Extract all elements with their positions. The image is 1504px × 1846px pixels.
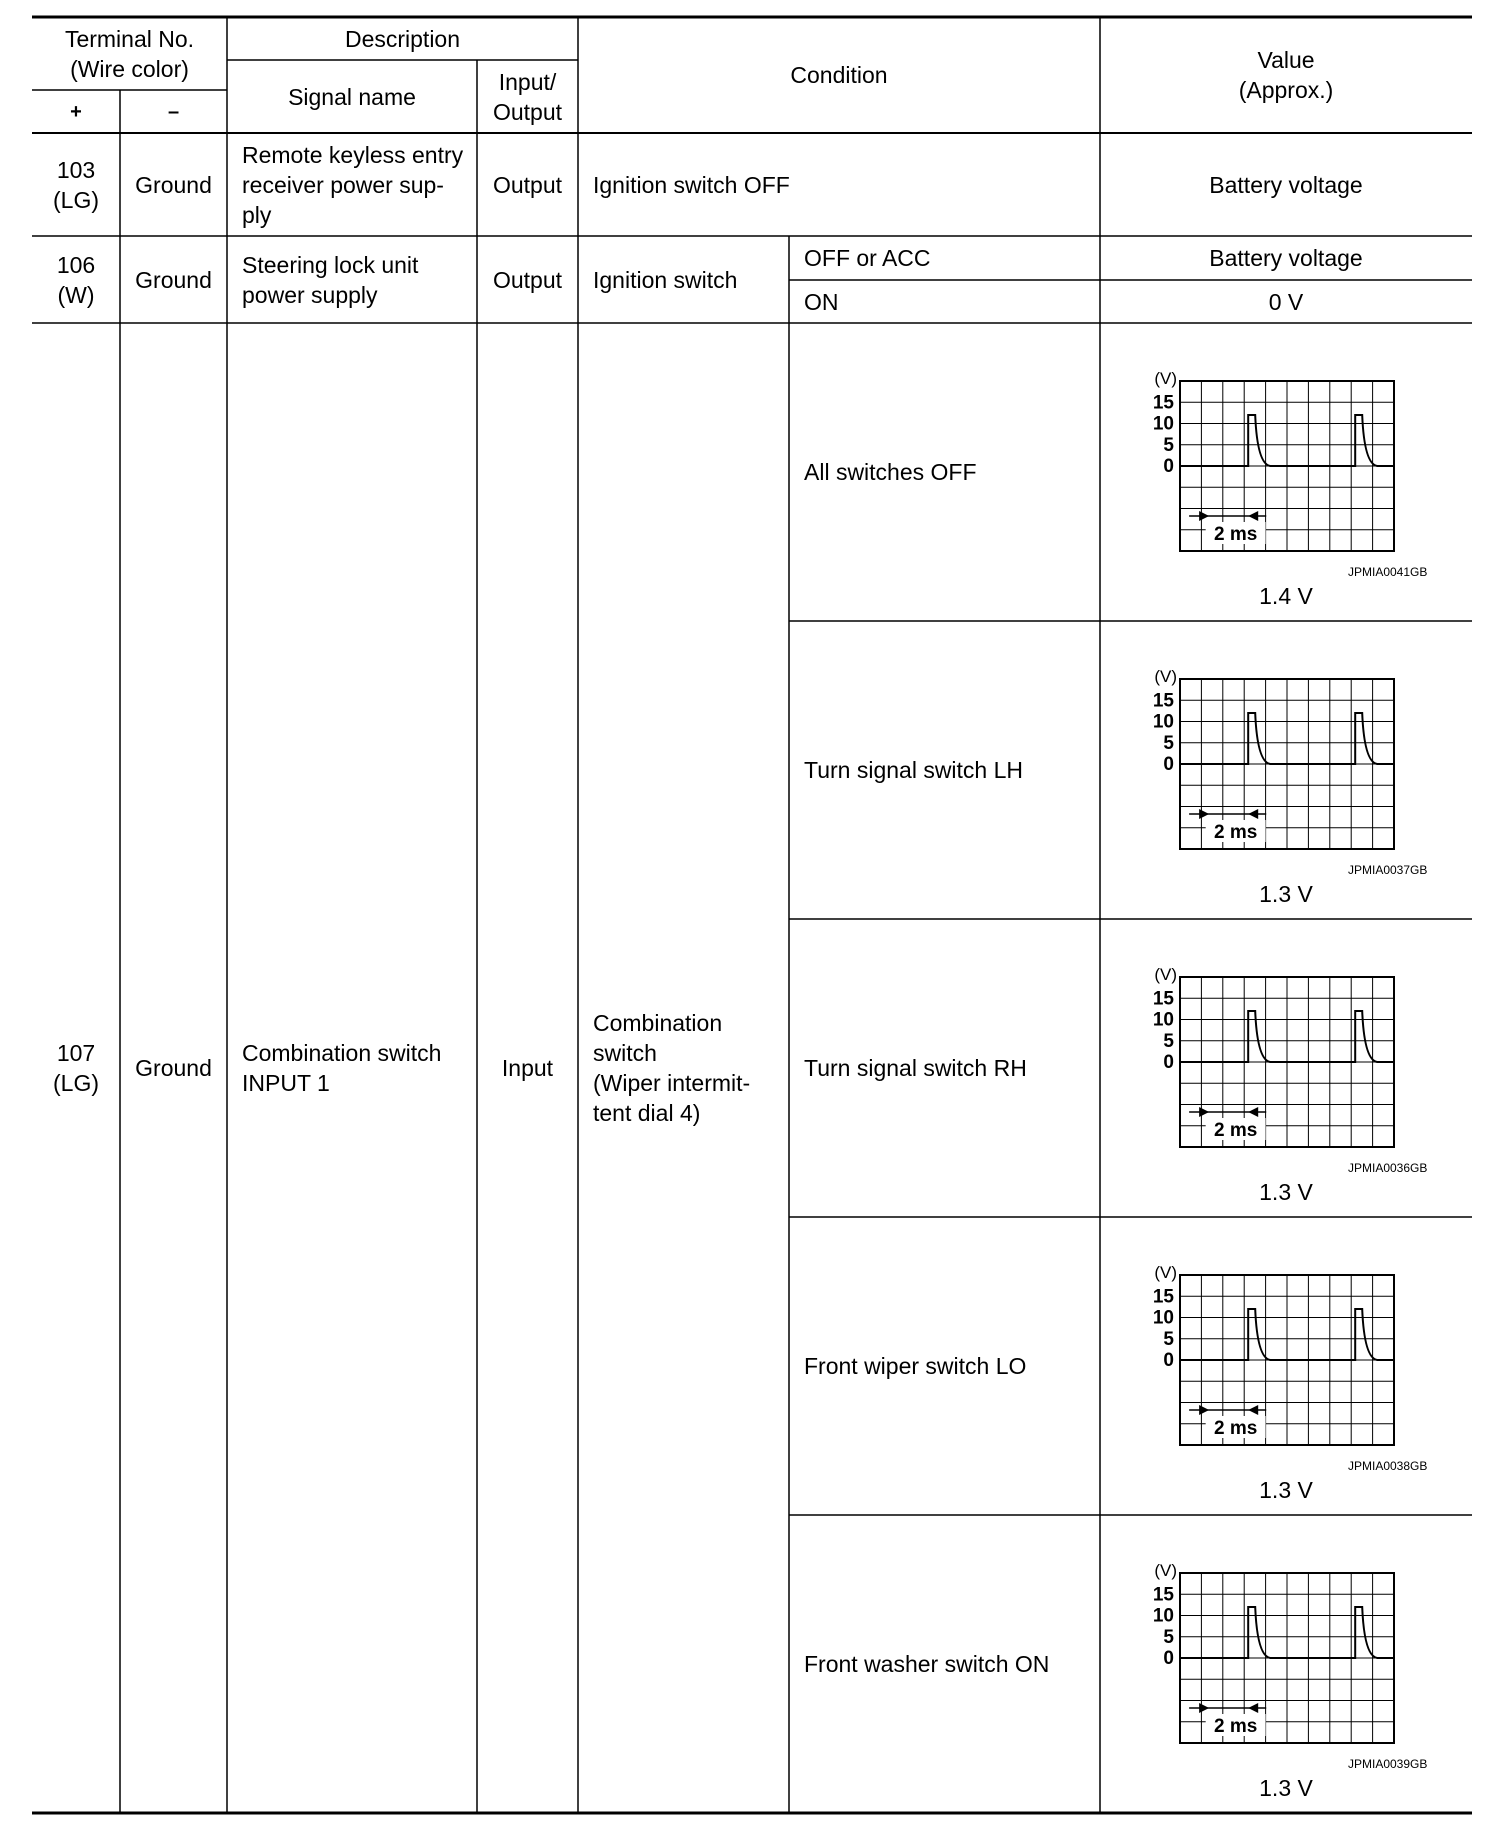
y-tick-label: 0 (1163, 1350, 1174, 1371)
time-scale-label: 2 ms (1213, 1418, 1258, 1439)
y-tick-label: 15 (1152, 690, 1174, 712)
time-marker-arrow (1248, 511, 1258, 521)
y-tick-label: 0 (1163, 754, 1174, 775)
y-unit-label: (V) (1154, 369, 1177, 388)
io-107: Input (501, 1055, 554, 1081)
io-106: Output (492, 266, 563, 293)
header-value: Value (Approx.) (1238, 47, 1334, 103)
subcondition-106-off-acc: OFF or ACC (804, 245, 931, 271)
subcondition-turn-signal-rh: Turn signal switch RH (804, 1055, 1027, 1081)
terminal-106: 106 (W) (56, 251, 96, 308)
time-marker-arrow (1248, 809, 1258, 819)
value-103: Battery voltage (1209, 171, 1363, 198)
subcondition-106-on: ON (804, 288, 839, 315)
value-front-wiper-lo: 1.3 V (1259, 1477, 1313, 1503)
subcondition-all-switches-off: All switches OFF (804, 459, 977, 485)
figure-id: JPMIA0037GB (1348, 863, 1428, 877)
y-tick-label: 10 (1152, 413, 1174, 435)
terminal-103: 103 (LG) (53, 156, 99, 213)
time-marker-arrow (1199, 1703, 1209, 1713)
y-unit-label: (V) (1154, 667, 1177, 686)
header-plus: + (70, 100, 82, 123)
y-tick-label: 15 (1152, 988, 1174, 1010)
time-marker-arrow (1199, 1405, 1209, 1415)
y-tick-label: 5 (1163, 1030, 1174, 1052)
waveform-plot (1153, 1263, 1394, 1445)
condition-107: Combination switch (Wiper intermit- tent dial 4) (593, 1010, 751, 1126)
header-condition: Condition (790, 62, 888, 88)
subcondition-turn-signal-lh: Turn signal switch LH (804, 757, 1024, 783)
y-tick-label: 0 (1163, 456, 1174, 477)
y-tick-label: 15 (1152, 1584, 1174, 1606)
ground-106: Ground (135, 266, 212, 293)
value-front-washer-on: 1.3 V (1259, 1775, 1313, 1801)
y-tick-label: 15 (1152, 392, 1174, 414)
time-scale-label: 2 ms (1213, 1716, 1258, 1737)
waveform-plot (1153, 1561, 1394, 1743)
header-terminal-no: Terminal No. (Wire color) (64, 25, 195, 82)
y-tick-label: 0 (1163, 1052, 1174, 1073)
y-unit-label: (V) (1154, 1561, 1177, 1580)
subcondition-front-wiper-lo: Front wiper switch LO (804, 1353, 1027, 1379)
time-scale-label: 2 ms (1213, 822, 1258, 843)
header-input-output: Input/ Output (492, 68, 563, 125)
y-tick-label: 10 (1152, 1307, 1174, 1329)
signal-107: Combination switch INPUT 1 (242, 1040, 442, 1096)
y-unit-label: (V) (1154, 1263, 1177, 1282)
figure-id: JPMIA0039GB (1348, 1757, 1428, 1771)
waveform-plot (1153, 965, 1394, 1147)
ground-103: Ground (135, 171, 212, 198)
value-106-on: 0 V (1268, 288, 1304, 315)
value-turn-signal-rh: 1.3 V (1259, 1179, 1313, 1205)
y-tick-label: 5 (1163, 434, 1174, 456)
y-tick-label: 10 (1152, 1605, 1174, 1627)
header-description: Description (344, 25, 461, 52)
header-signal-name: Signal name (288, 83, 416, 110)
waveform-plot (1153, 369, 1394, 551)
terminal-107: 107 (LG) (53, 1040, 99, 1096)
y-tick-label: 10 (1152, 1009, 1174, 1031)
y-unit-label: (V) (1154, 965, 1177, 984)
subcondition-front-washer-on: Front washer switch ON (804, 1651, 1050, 1677)
condition-103: Ignition switch OFF (593, 171, 790, 198)
signal-103: Remote keyless entry receiver power sup- ply (242, 141, 464, 228)
y-tick-label: 5 (1163, 1626, 1174, 1648)
time-marker-arrow (1248, 1405, 1258, 1415)
time-marker-arrow (1199, 1107, 1209, 1117)
y-tick-label: 5 (1163, 1328, 1174, 1350)
y-tick-label: 10 (1152, 711, 1174, 733)
time-scale-label: 2 ms (1213, 524, 1258, 545)
time-marker-arrow (1248, 1703, 1258, 1713)
figure-id: JPMIA0036GB (1348, 1161, 1428, 1175)
value-all-switches-off: 1.4 V (1259, 583, 1313, 609)
value-106-off-acc: Battery voltage (1209, 245, 1363, 271)
y-tick-label: 0 (1163, 1648, 1174, 1669)
waveform-plot (1153, 667, 1394, 849)
y-tick-label: 5 (1163, 732, 1174, 754)
io-103: Output (492, 171, 563, 198)
time-scale-label: 2 ms (1213, 1120, 1258, 1141)
figure-id: JPMIA0038GB (1348, 1459, 1428, 1473)
condition-106: Ignition switch (593, 266, 738, 293)
value-turn-signal-lh: 1.3 V (1259, 881, 1313, 907)
figure-id: JPMIA0041GB (1348, 565, 1428, 579)
header-minus: – (167, 100, 180, 123)
y-tick-label: 15 (1152, 1286, 1174, 1308)
time-marker-arrow (1199, 809, 1209, 819)
time-marker-arrow (1199, 511, 1209, 521)
time-marker-arrow (1248, 1107, 1258, 1117)
ground-107: Ground (135, 1055, 212, 1081)
signal-106: Steering lock unit power supply (242, 251, 419, 308)
